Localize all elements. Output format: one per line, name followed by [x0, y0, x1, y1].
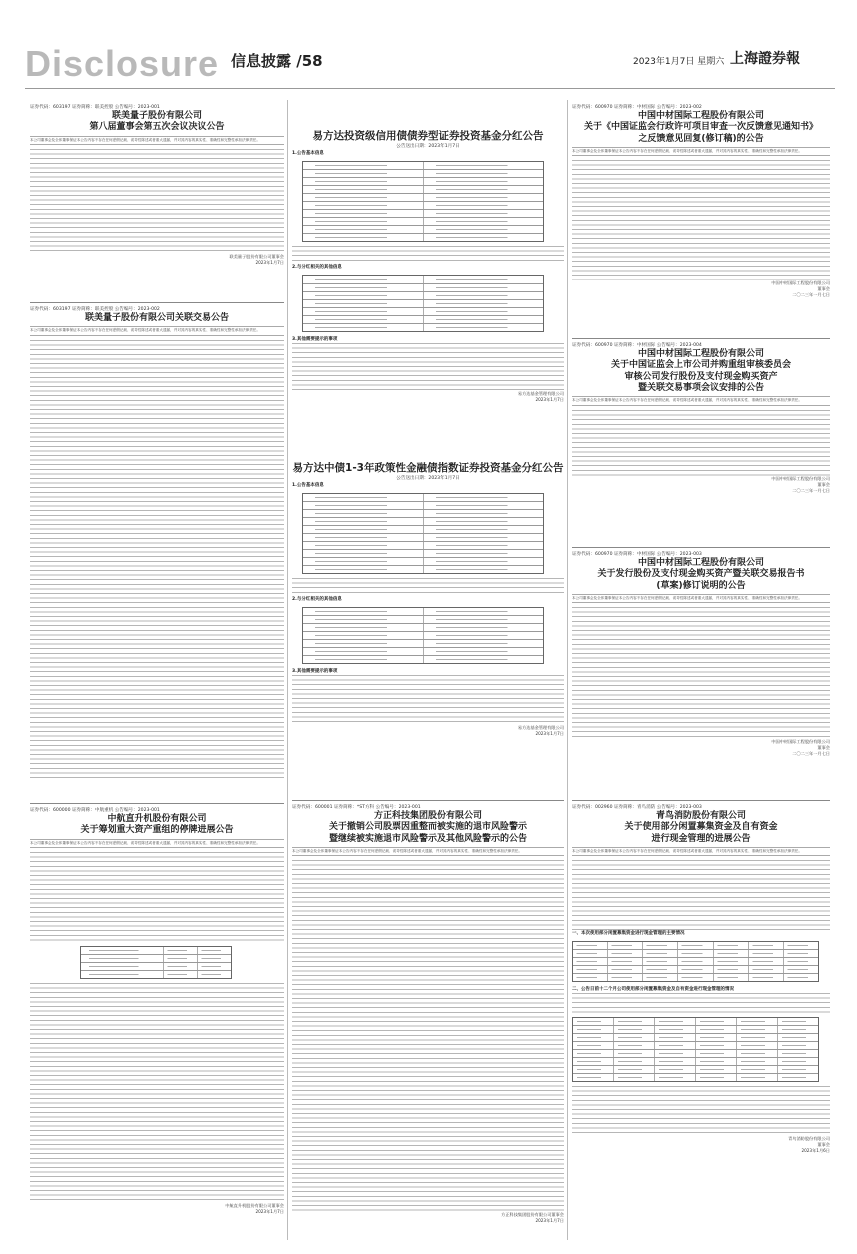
article-title-line-3: 进行现金管理的进展公告: [651, 833, 751, 844]
disclaimer-notice: 本公司董事会及全体董事保证本公告内容不存在任何虚假记载、误导性陈述或者重大遗漏，并对其内容的真实性、准确性和完整性承担法律责任。: [292, 847, 564, 857]
stock-codes: 证券代码：600000 证券简称：中航重机 公告编号：2023-001: [30, 808, 160, 813]
article-body: [30, 149, 284, 254]
article-title-line-1: 联美量子股份有限公司: [111, 111, 202, 121]
article-body: [30, 852, 284, 942]
signoff-company: 中航直升机股份有限公司董事会: [225, 1203, 284, 1208]
article-founder-tech-delisting-risk: [292, 804, 564, 1247]
issue-date: 2023年1月7日 星期六: [633, 57, 725, 67]
article-body-continued: [572, 993, 830, 1013]
article-title-line-1: 易方达中债1-3年政策性金融债指数证券投资基金分红公告: [292, 462, 564, 474]
signoff-company: 中国中材国际工程股份有限公司: [771, 739, 830, 745]
signoff-company: 联美量子股份有限公司董事会: [229, 254, 284, 259]
signoff-date: 二〇二三年一月七日: [792, 292, 830, 298]
article-body: [572, 860, 830, 930]
dividend-info-table: [302, 607, 544, 664]
masthead: [25, 40, 835, 89]
article-title-line-3: (草案)修订说明的公告: [656, 580, 746, 591]
article-title-line-2: 关于《中国证监会行政许可项目审查一次反馈意见通知书》: [583, 122, 818, 133]
article-title-line-1: 中国中材国际工程股份有限公司: [637, 349, 764, 359]
article-title-line-1: 青鸟消防股份有限公司: [655, 811, 746, 821]
article-sinoma-feedback-reply: [572, 104, 830, 336]
article-body-end: [572, 1086, 830, 1136]
article-body: [572, 607, 830, 739]
section-heading-3: 3.其他需要提示的事项: [292, 337, 338, 343]
article-body: [572, 410, 830, 476]
article-title-line-1: 中航直升机股份有限公司: [107, 814, 207, 824]
article-body: [292, 860, 564, 1212]
cash-management-table: [572, 941, 819, 982]
signoff-date: 2023年1月7日: [535, 397, 564, 403]
section-heading-2: 2.与分红相关的其他信息: [292, 597, 342, 603]
signoff-board: 董事会: [817, 286, 830, 292]
section-heading-1: 1.公告基本信息: [292, 151, 324, 157]
article-efund-policy-bond-dividend: [292, 462, 564, 798]
signoff-date: 二〇二三年一月七日: [792, 487, 830, 493]
article-sinoma-review-committee: [572, 342, 830, 545]
article-title-line-2: 关于筹划重大资产重组的停牌进展公告: [80, 825, 234, 836]
signoff-date: 2023年1月7日: [535, 731, 564, 737]
divider-col1-b: [30, 803, 284, 804]
article-title-line-2: 关于撤销公司股票因重整而被实施的退市风险警示: [328, 822, 527, 833]
article-title-line-3: 之反馈意见回复(修订稿)的公告: [638, 133, 764, 144]
signoff-date: 2023年1月7日: [255, 260, 284, 265]
column-divider-2: [567, 100, 568, 1240]
section-heading-1: 1.公告基本信息: [292, 483, 324, 489]
divider-col2-a: [292, 800, 564, 801]
signoff-board: 董事会: [817, 745, 830, 751]
article-title-line-1: 方正科技集团股份有限公司: [373, 811, 482, 821]
publish-date: 公告送出日期：2023年1月7日: [396, 144, 460, 150]
article-body-continued: [292, 343, 564, 391]
article-title-line-2: 第八届董事会第五次会议决议公告: [89, 122, 225, 133]
publish-date: 公告送出日期：2023年1月7日: [396, 476, 460, 482]
stock-codes: 证券代码：603197 证券简称：联美控股 公告编号：2023-002: [30, 307, 160, 312]
signoff-date: 2023年1月7日: [535, 1218, 564, 1224]
disclaimer-notice: 本公司董事会及全体董事保证本公告内容不存在任何虚假记载、误导性陈述或者重大遗漏，并对其内容的真实性、准确性和完整性承担法律责任。: [30, 839, 284, 849]
signoff-date: 二〇二三年一月七日: [792, 751, 830, 757]
disclaimer-notice: 本公司董事会及全体董事保证本公告内容不存在任何虚假记载、误导性陈述或者重大遗漏，并对其内容的真实性、准确性和完整性承担法律责任。: [30, 326, 284, 336]
newspaper-name: 上海證券報: [730, 51, 800, 67]
section-logo: Disclosure: [25, 43, 220, 84]
disclaimer-notice: 本公司董事会及全体董事保证本公告内容不存在任何虚假记载、误导性陈述或者重大遗漏，并对其内容的真实性、准确性和完整性承担法律责任。: [572, 396, 830, 406]
section-heading-2: 二、公告日前十二个月公司使用部分闲置募集资金及自有资金进行现金管理的情况: [572, 987, 734, 993]
article-avic-helicopter-restructuring: [30, 807, 284, 1247]
section-heading-2: 2.与分红相关的其他信息: [292, 265, 342, 271]
signoff-company: 易方达基金管理有限公司: [517, 391, 564, 397]
column-divider-1: [287, 100, 288, 1240]
basic-info-table: [302, 161, 544, 242]
basic-info-table: [302, 493, 544, 574]
article-lianmei-related-transaction: [30, 306, 284, 800]
signoff-company: 中国中材国际工程股份有限公司: [771, 475, 830, 481]
stock-codes: 证券代码：600970 证券简称：中材国际 公告编号：2023-002: [572, 105, 702, 110]
article-body-continued: [292, 675, 564, 725]
divider-col3-a: [572, 338, 830, 339]
article-title-line-3: 暨继续被实施退市风险警示及其他风险警示的公告: [328, 833, 527, 844]
signoff-date: 2023年1月6日: [801, 1148, 830, 1154]
dividend-info-table: [302, 275, 544, 332]
stock-codes: 证券代码：603197 证券简称：联美控股 公告编号：2023-001: [30, 105, 160, 110]
divider-col3-c: [572, 800, 830, 801]
article-title-line-1: 中国中材国际工程股份有限公司: [637, 111, 764, 121]
article-title-line-2: 关于发行股份及支付现金购买资产暨关联交易报告书: [597, 569, 805, 580]
article-jade-bird-cash-management: [572, 804, 830, 1247]
section-heading-1: 一、本次使用部分闲置募集资金进行现金管理的主要情况: [572, 931, 685, 937]
article-body: [572, 160, 830, 280]
divider-col1-a: [30, 302, 284, 303]
article-title-line-3: 审核公司发行股份及支付现金购买资产: [624, 371, 778, 382]
section-title: 信息披露 /58: [231, 52, 323, 70]
disclaimer-notice: 本公司董事会及全体董事保证本公告内容不存在任何虚假记载、误导性陈述或者重大遗漏，并对其内容的真实性、准确性和完整性承担法律责任。: [572, 594, 830, 604]
history-table: [572, 1017, 819, 1082]
article-title-line-2: 关于使用部分闲置募集资金及自有资金: [624, 822, 778, 833]
article-efund-credit-bond-dividend: [292, 130, 564, 460]
signoff-company: 中国中材国际工程股份有限公司: [771, 280, 830, 286]
article-title-line-4: 暨关联交易事项会议安排的公告: [637, 382, 764, 393]
stock-codes: 证券代码：002960 证券简称：青鸟消防 公告编号：2023-003: [572, 805, 702, 810]
stock-codes: 证券代码：600001 证券简称：*ST方科 公告编号：2023-001: [292, 805, 421, 810]
article-lianmei-board-resolution: [30, 104, 284, 300]
article-sinoma-report-revision: [572, 551, 830, 798]
data-table: [80, 946, 232, 979]
article-title-line-2: 关于中国证监会上市公司并购重组审核委员会: [610, 360, 791, 371]
signoff-board: 董事会: [817, 1142, 830, 1148]
divider-col3-b: [572, 547, 830, 548]
signoff-company: 青鸟消防股份有限公司: [788, 1136, 830, 1142]
disclaimer-notice: 本公司董事会及全体董事保证本公告内容不存在任何虚假记载、误导性陈述或者重大遗漏，并对其内容的真实性、准确性和完整性承担法律责任。: [572, 147, 830, 157]
disclaimer-notice: 本公司董事会及全体董事保证本公告内容不存在任何虚假记载、误导性陈述或者重大遗漏，并对其内容的真实性、准确性和完整性承担法律责任。: [30, 136, 284, 146]
article-title-line-1: 联美量子股份有限公司关联交易公告: [84, 313, 229, 323]
article-body: [292, 246, 564, 264]
signoff-company: 方正科技集团股份有限公司董事会: [501, 1212, 564, 1218]
article-body: [30, 340, 284, 780]
signoff-board: 董事会: [817, 481, 830, 487]
stock-codes: 证券代码：600970 证券简称：中材国际 公告编号：2023-004: [572, 343, 702, 348]
signoff-company: 易方达基金管理有限公司: [517, 725, 564, 731]
signoff-date: 2023年1月7日: [255, 1209, 284, 1214]
article-body: [292, 578, 564, 596]
stock-codes: 证券代码：600970 证券简称：中材国际 公告编号：2023-003: [572, 552, 702, 557]
article-title-line-1: 易方达投资级信用债债券型证券投资基金分红公告: [312, 130, 544, 142]
article-title-line-1: 中国中材国际工程股份有限公司: [637, 558, 764, 568]
article-body-continued: [30, 983, 284, 1203]
disclaimer-notice: 本公司董事会及全体董事保证本公告内容不存在任何虚假记载、误导性陈述或者重大遗漏，并对其内容的真实性、准确性和完整性承担法律责任。: [572, 847, 830, 857]
section-heading-3: 3.其他需要提示的事项: [292, 669, 338, 675]
